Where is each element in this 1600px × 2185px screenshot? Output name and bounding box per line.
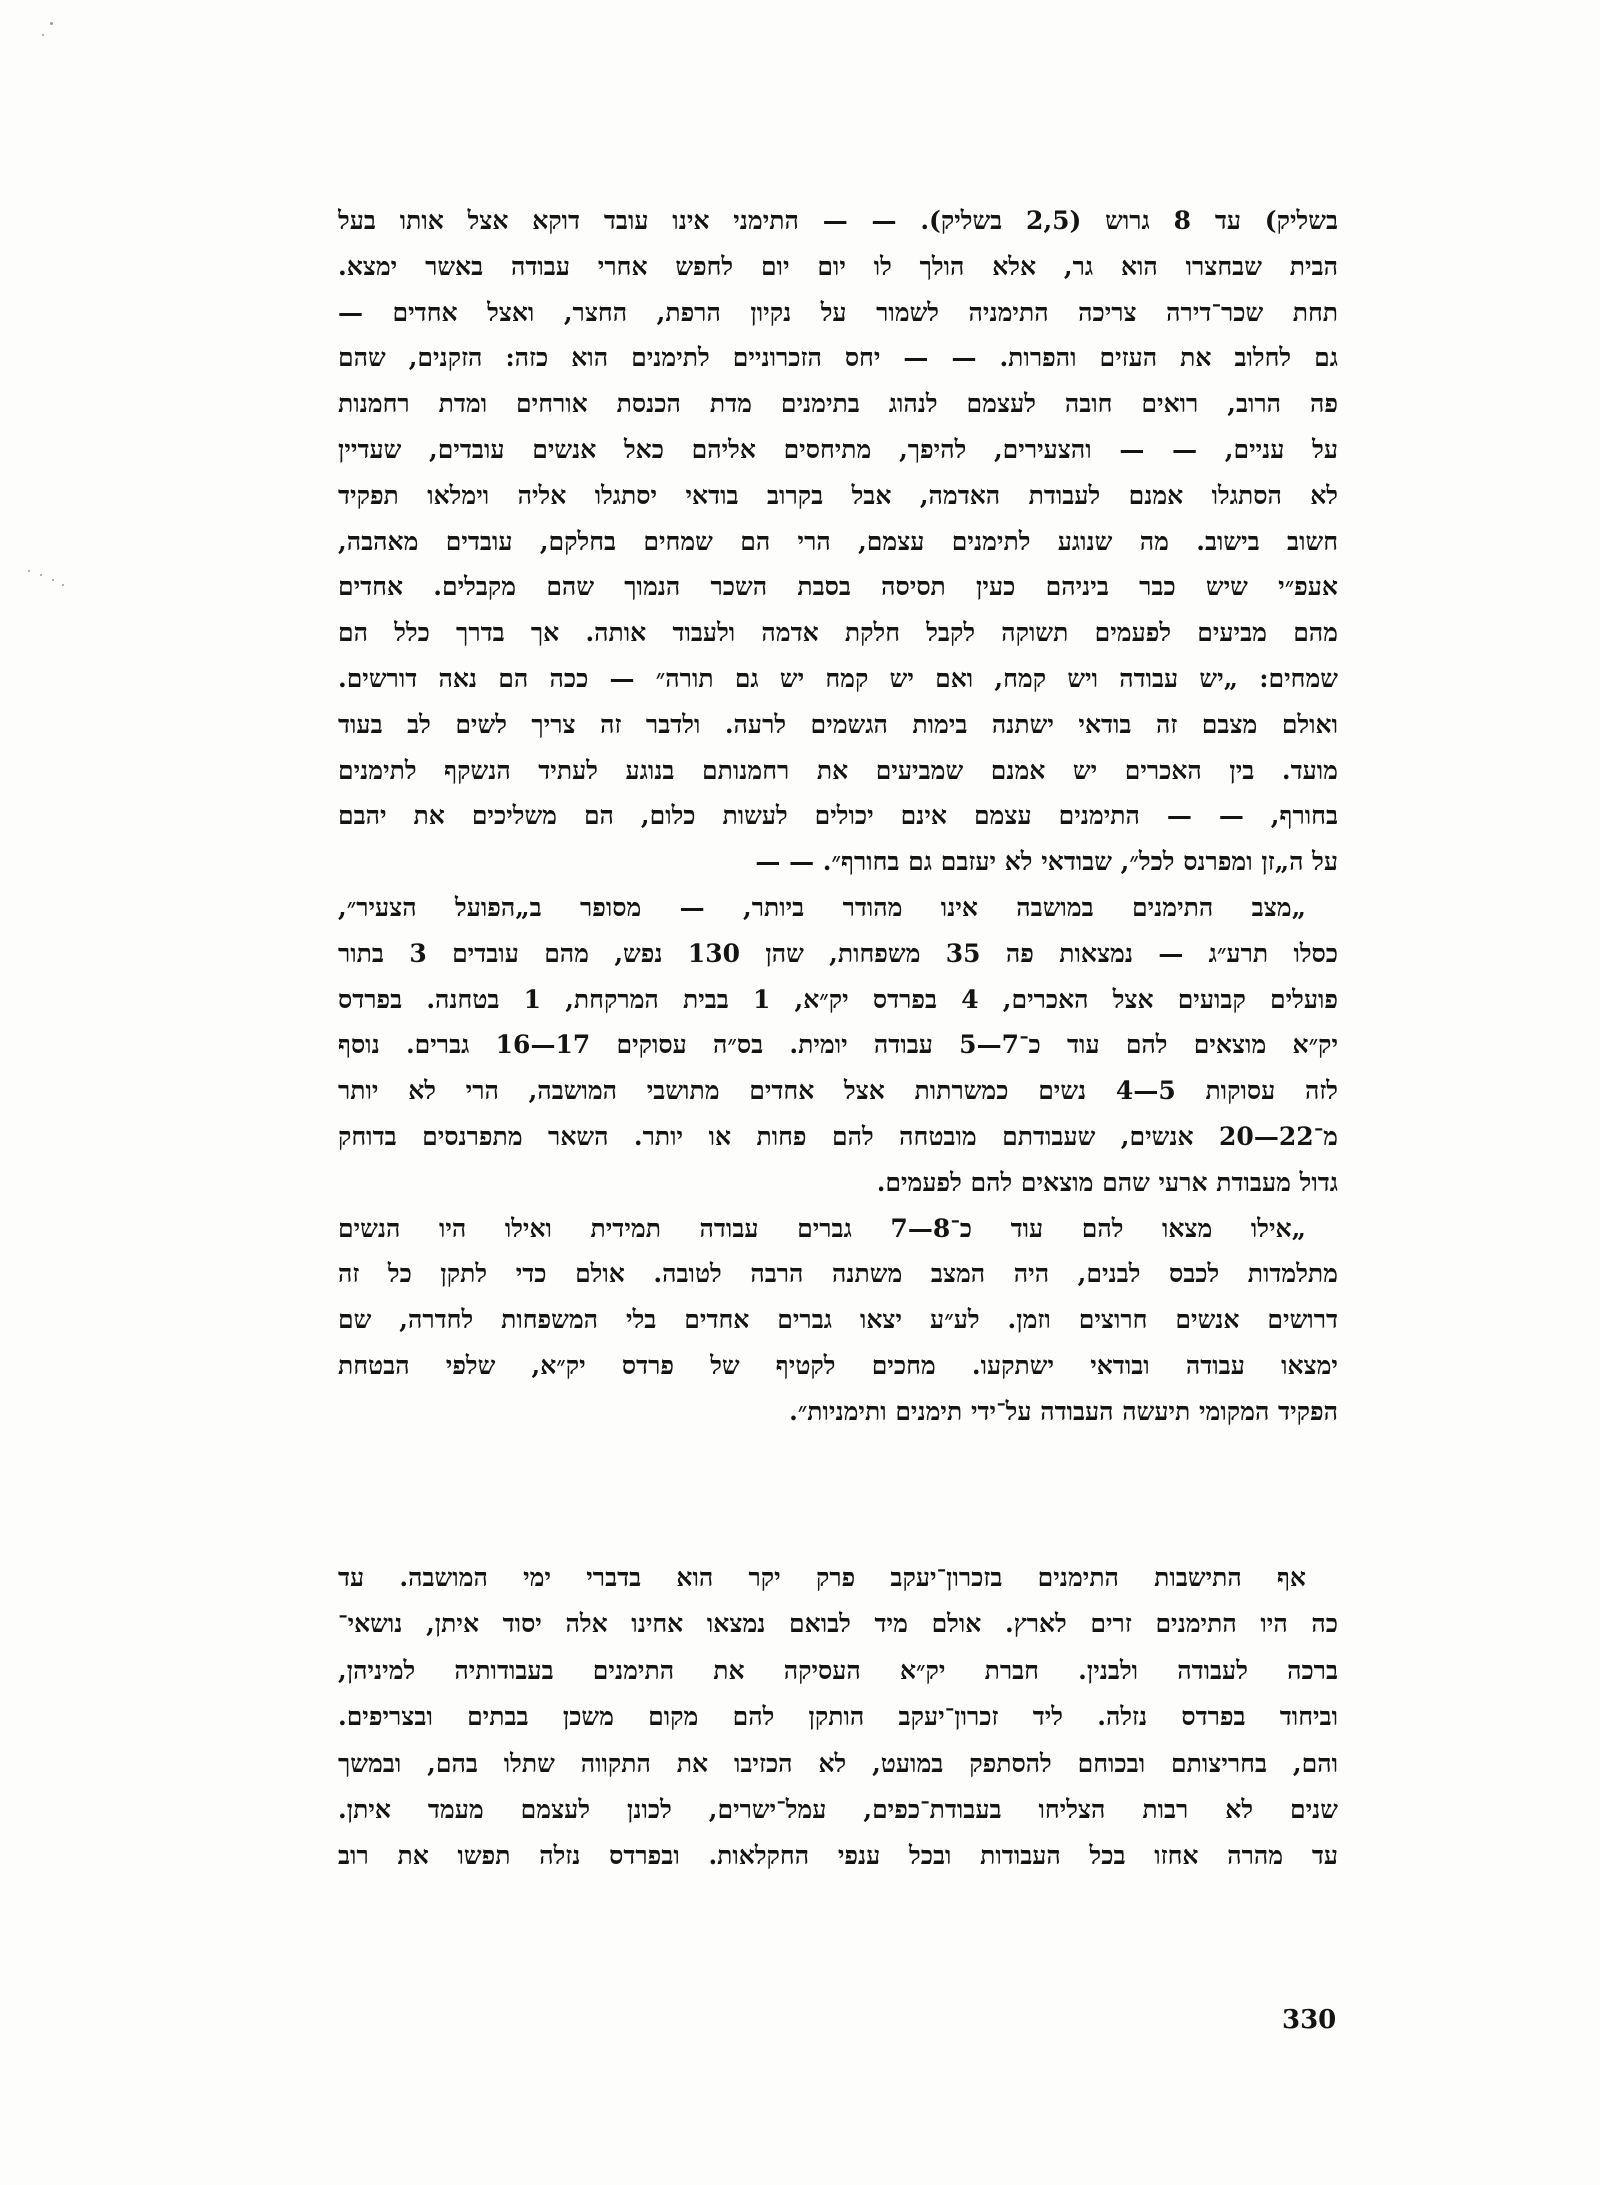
text-line: ברכה לעבודה ולבנין. חברת יק״א העסיקה את התימנים בעבודותיה למיניהן, (338, 1655, 1338, 1685)
text-line: פועלים קבועים אצל האכרים, 4 בפרדס יק״א, 1 בבית המרקחת, 1 בטחנה. בפרדס (338, 984, 1338, 1014)
text-line: וביחוד בפרדס נזלה. ליד זכרון־יעקב הותקן להם מקום משכן בבתים ובצריפים. (338, 1702, 1338, 1732)
text-line: בשליק) עד 8 גרוש (2,5 בשליק). — — התימני אינו עובד דוקא אצל אותו בעל (338, 206, 1338, 235)
text-line: אעפ״י שיש כבר ביניהם כעין תסיסה בסבת השכר הנמוך שהם מקבלים. אחדים (338, 572, 1338, 602)
text-line: עד מהרה אחזו בכל העבודות ובכל ענפי החקלאות. ובפרדס נזלה תפשו את רוב (338, 1841, 1338, 1871)
text-line: מועד. בין האכרים יש אמנם שמביעים את רחמנותם בנוגע לעתיד הנשקף לתימנים (338, 755, 1338, 785)
text-line: מתלמדות לכבס לבנים, היה המצב משתנה הרבה לטובה. אולם כדי לתקן כל זה (338, 1259, 1338, 1289)
text-line: מהם מביעים לפעמים תשוקה לקבל חלקת אדמה ולעבוד אותה. אך בדרך כלל הם (338, 618, 1338, 648)
text-line: „אילו מצאו להם עוד כ־8—7 גברים עבודה תמידית ואילו היו הנשים (338, 1213, 1306, 1243)
body-text-lower (338, 1555, 1338, 1880)
paragraph-3 (338, 1206, 1338, 1435)
paragraph-2 (338, 885, 1338, 1206)
text-line: על ה„זן ומפרנס לכל״, שבודאי לא יעזבם גם בחורף״. — — (755, 847, 1338, 877)
paragraph-1 (338, 198, 1338, 885)
text-line: והם, בחריצותם ובכוחם להסתפק במועט, לא הכזיבו את התקווה שתלו בהם, ובמשך (338, 1748, 1338, 1778)
text-line: על עניים, — — והצעירים, להיפך, מתיחסים אליהם כאל אנשים עובדים, שעדיין (338, 434, 1338, 464)
text-line: „מצב התימנים במושבה אינו מהודר ביותר, — מסופר ב„הפועל הצעיר״, (338, 892, 1306, 922)
text-line: גם לחלוב את העזים והפרות. — — יחס הזכרוניים לתימנים הוא כזה: הזקנים, שהם (338, 343, 1338, 373)
text-line: לזה עסוקות 5—4 נשים כמשרתות אצל אחדים מתושבי המושבה, הרי לא יותר (338, 1076, 1338, 1106)
paragraph-4 (338, 1555, 1338, 1880)
text-line: אף התישבות התימנים בזכרון־יעקב פרק יקר הוא בדברי ימי המושבה. עד (338, 1563, 1306, 1592)
text-line: ימצאו עבודה ובודאי ישתקעו. מחכים לקטיף של פרדס יק״א, שלפי הבטחת (338, 1350, 1338, 1380)
scan-speck (52, 579, 54, 581)
scan-speck (50, 22, 53, 25)
scan-speck (62, 584, 64, 586)
text-line: שנים לא רבות הצליחו בעבודת־כפים, עמל־ישרים, לכונן לעצמם מעמד איתן. (338, 1794, 1338, 1824)
text-line: בחורף, — — התימנים עצמם אינם יכולים לעשות כלום, הם משליכים את יהבם (338, 801, 1338, 831)
scan-speck (40, 574, 42, 576)
text-line: פה הרוב, רואים חובה לעצמם לנהוג בתימנים מדת הכנסת אורחים ומדת רחמנות (338, 389, 1338, 419)
scan-speck (42, 34, 44, 36)
text-line: חשוב בישוב. מה שנוגע לתימנים עצמם, הרי הם שמחים בחלקם, עובדים מאהבה, (338, 526, 1338, 556)
text-line: ואולם מצבם זה בודאי ישתנה בימות הגשמים לרעה. ולדבר זה צריך לשים לב בעוד (338, 709, 1338, 739)
text-line: מ־22—20 אנשים, שעבודתם מובטחה להם פחות או יותר. השאר מתפרנסים בדוחק (338, 1121, 1338, 1151)
text-line: לא הסתגלו אמנם לעבודת האדמה, אבל בקרוב בודאי יסתגלו אליה וימלאו תפקיד (338, 480, 1338, 510)
text-line: שמחים: „יש עבודה ויש קמח, ואם יש קמח יש גם תורה״ — ככה הם נאה דורשים. (338, 663, 1338, 693)
page-number: 330 (1282, 2005, 1337, 2035)
text-line: כה היו התימנים זרים לארץ. אולם מיד לבואם נמצאו אחינו אלה יסוד איתן, נושאי־ (338, 1609, 1338, 1639)
text-line: הבית שבחצרו הוא גר, אלא הולך לו יום יום לחפש אחרי עבודה באשר ימצא. (338, 251, 1338, 281)
text-line: יק״א מוצאים להם עוד כ־7—5 עבודה יומית. בס״ה עסוקים 17—16 גברים. נוסף (338, 1030, 1338, 1060)
text-line: כסלו תרע״ג — נמצאות פה 35 משפחות, שהן 130 נפש, מהם עובדים 3 בתור (338, 938, 1338, 968)
text-line: הפקיד המקומי תיעשה העבודה על־ידי תימנים ותימניות״. (789, 1396, 1338, 1426)
text-line: דרושים אנשים חרוצים וזמן. לע״ע יצאו גברים אחדים בלי המשפחות לחדרה, שם (338, 1305, 1338, 1335)
text-line: תחת שכר־דירה צריכה התימניה לשמור על נקיון הרפת, החצר, ואצל אחדים — (338, 297, 1338, 327)
body-text-upper (338, 198, 1338, 1435)
text-line: גדול מעבודת ארעי שהם מוצאים להם לפעמים. (876, 1167, 1338, 1197)
scan-speck (28, 570, 30, 572)
